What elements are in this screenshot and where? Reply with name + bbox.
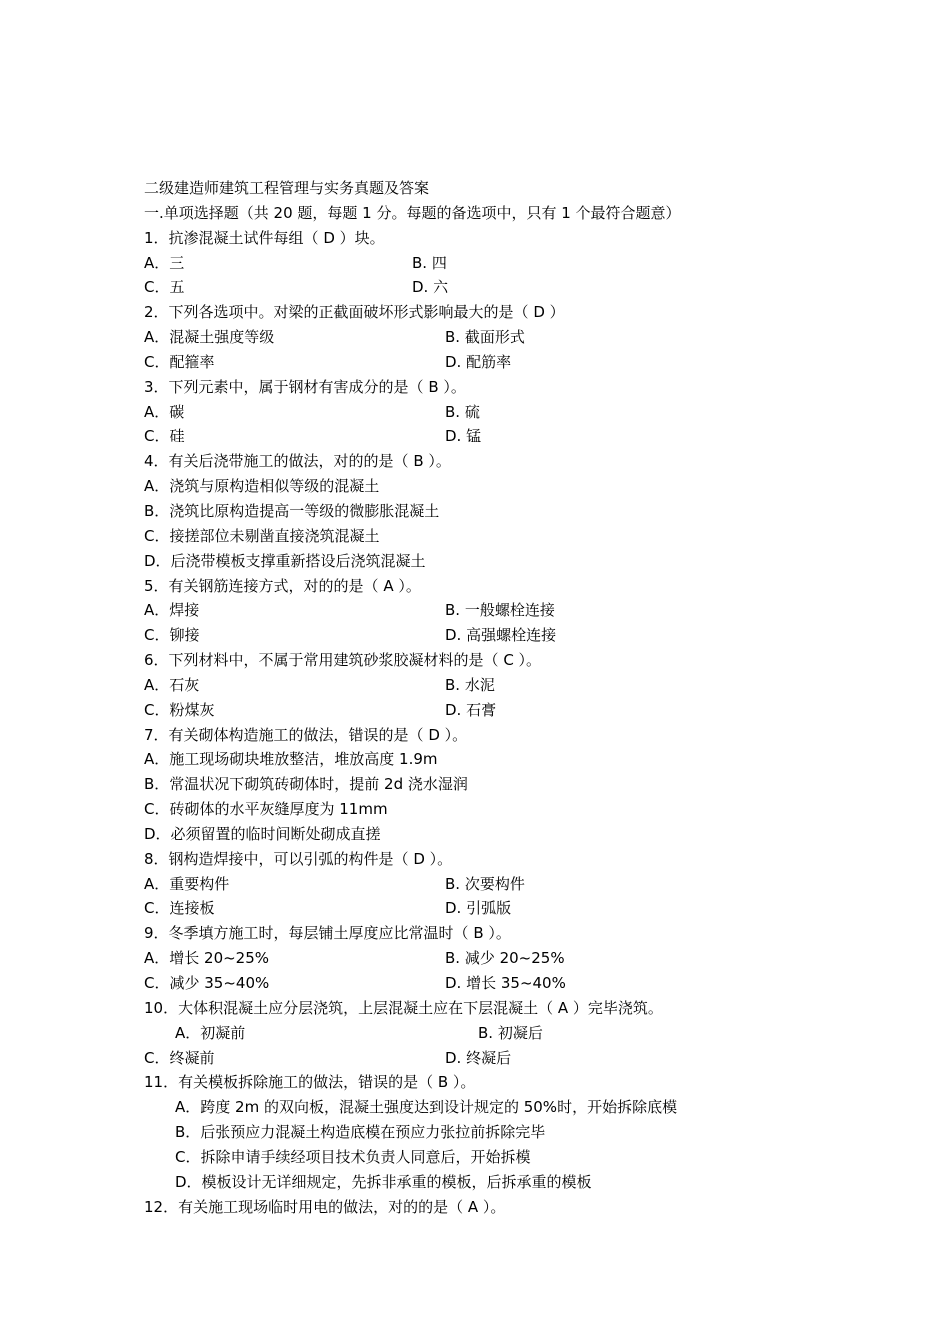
option-right: D. 高强螺栓连接 bbox=[445, 626, 557, 645]
question-line bbox=[144, 822, 784, 847]
question-line bbox=[144, 772, 784, 797]
option-row bbox=[144, 1021, 784, 1046]
option-row bbox=[144, 623, 784, 648]
question-line bbox=[144, 921, 784, 946]
option-row bbox=[144, 350, 784, 375]
option-right: B. 水泥 bbox=[445, 675, 495, 694]
option-row bbox=[144, 673, 784, 698]
question-line bbox=[144, 375, 784, 400]
line-text: A．跨度 2m 的双向板，混凝土强度达到设计规定的 50%时，开始拆除底模 bbox=[175, 1098, 678, 1117]
question-line bbox=[144, 1170, 784, 1195]
question-line bbox=[144, 499, 784, 524]
option-left: A．混凝土强度等级 bbox=[144, 328, 275, 347]
line-text: 6．下列材料中，不属于常用建筑砂浆胶凝材料的是（ C ）。 bbox=[144, 651, 542, 670]
option-row bbox=[144, 275, 784, 300]
option-right: D. 配筋率 bbox=[445, 352, 512, 371]
option-row bbox=[144, 698, 784, 723]
question-line bbox=[144, 524, 784, 549]
option-right: B. 次要构件 bbox=[445, 874, 525, 893]
line-text: B．常温状况下砌筑砖砌体时，提前 2d 浇水湿润 bbox=[144, 775, 468, 794]
question-line bbox=[144, 300, 784, 325]
question-line bbox=[144, 1145, 784, 1170]
question-line bbox=[144, 648, 784, 673]
option-row bbox=[144, 946, 784, 971]
question-line bbox=[144, 747, 784, 772]
option-right: B. 截面形式 bbox=[445, 328, 525, 347]
line-text: 4．有关后浇带施工的做法，对的的是（ B ）。 bbox=[144, 452, 451, 471]
option-right: D. 引弧版 bbox=[445, 899, 512, 918]
question-line bbox=[144, 449, 784, 474]
question-line bbox=[144, 1070, 784, 1095]
option-right: D. 增长 35~40% bbox=[445, 974, 566, 992]
option-left: C．铆接 bbox=[144, 626, 200, 645]
line-text: 2．下列各选项中。对梁的正截面破坏形式影响最大的是（ D ） bbox=[144, 303, 565, 322]
option-row bbox=[144, 400, 784, 425]
line-text: D．后浇带模板支撑重新搭设后浇筑混凝土 bbox=[144, 551, 426, 570]
option-left: C．硅 bbox=[144, 427, 185, 446]
option-row bbox=[144, 872, 784, 897]
line-text: D．必须留置的临时间断处砌成直搓 bbox=[144, 824, 381, 843]
option-row bbox=[144, 251, 784, 276]
option-right: B. 硫 bbox=[445, 402, 480, 421]
question-line bbox=[144, 847, 784, 872]
option-right: B. 初凝后 bbox=[478, 1023, 543, 1042]
question-line bbox=[144, 574, 784, 599]
line-text: A．浇筑与原构造相似等级的混凝土 bbox=[144, 477, 380, 496]
option-left: A．初凝前 bbox=[175, 1023, 246, 1042]
option-left: C．配箍率 bbox=[144, 352, 215, 371]
section-heading: 一.单项选择题（共 20 题，每题 1 分。每题的备选项中，只有 1 个最符合题意） bbox=[144, 203, 681, 222]
line-text: 10．大体积混凝土应分层浇筑，上层混凝土应在下层混凝土（ A ）完毕浇筑。 bbox=[144, 998, 663, 1017]
option-row bbox=[144, 424, 784, 449]
line-text: 3．下列元素中，属于钢材有害成分的是（ B ）。 bbox=[144, 377, 466, 396]
option-left: C．粉煤灰 bbox=[144, 700, 215, 719]
option-left: A．增长 20~25% bbox=[144, 949, 270, 968]
line-text: B．后张预应力混凝土构造底模在预应力张拉前拆除完毕 bbox=[175, 1123, 546, 1142]
line-text: 5．有关钢筋连接方式，对的的是（ A ）。 bbox=[144, 576, 421, 595]
question-line bbox=[144, 1195, 784, 1220]
option-left: C．减少 35~40% bbox=[144, 974, 270, 992]
option-row bbox=[144, 325, 784, 350]
option-left: C．五 bbox=[144, 278, 185, 297]
option-left: A．三 bbox=[144, 253, 185, 272]
question-line bbox=[144, 797, 784, 822]
option-left: A．碳 bbox=[144, 402, 185, 421]
line-text: 12．有关施工现场临时用电的做法，对的的是（ A ）。 bbox=[144, 1197, 506, 1216]
line-text: D．模板设计无详细规定，先拆非承重的模板，后拆承重的模板 bbox=[175, 1172, 592, 1191]
document-title: 二级建造师建筑工程管理与实务真题及答案 bbox=[144, 179, 430, 197]
line-text: C．拆除申请手续经项目技术负责人同意后，开始拆模 bbox=[175, 1147, 531, 1166]
option-left: A．焊接 bbox=[144, 601, 200, 620]
question-line bbox=[144, 1095, 784, 1120]
question-line bbox=[144, 549, 784, 574]
line-text: 8．钢构造焊接中，可以引弧的构件是（ D ）。 bbox=[144, 849, 453, 868]
line-text: 11．有关模板拆除施工的做法，错误的是（ B ）。 bbox=[144, 1073, 476, 1092]
option-right: D. 终凝后 bbox=[445, 1048, 512, 1067]
option-right: D. 锰 bbox=[445, 427, 482, 446]
question-line bbox=[144, 226, 784, 251]
option-right: B. 四 bbox=[412, 253, 447, 272]
option-right: B. 一般螺栓连接 bbox=[445, 601, 555, 620]
line-text: C．砖砌体的水平灰缝厚度为 11mm bbox=[144, 800, 388, 819]
question-line bbox=[144, 723, 784, 748]
line-text: 9．冬季填方施工时，每层铺土厚度应比常温时（ B ）。 bbox=[144, 924, 511, 943]
line-text: 1．抗渗混凝土试件每组（ D ）块。 bbox=[144, 228, 385, 247]
option-row bbox=[144, 1046, 784, 1071]
option-left: C．终凝前 bbox=[144, 1048, 215, 1067]
option-right: B. 减少 20~25% bbox=[445, 949, 565, 968]
question-line bbox=[144, 996, 784, 1021]
line-text: A．施工现场砌块堆放整洁，堆放高度 1.9m bbox=[144, 750, 438, 769]
option-row bbox=[144, 971, 784, 996]
option-row bbox=[144, 598, 784, 623]
line-text: C．接搓部位未剔凿直接浇筑混凝土 bbox=[144, 526, 380, 545]
option-right: D. 六 bbox=[412, 278, 449, 297]
question-line bbox=[144, 1120, 784, 1145]
document-body bbox=[144, 176, 784, 1219]
question-list bbox=[144, 226, 784, 1220]
option-left: A．重要构件 bbox=[144, 874, 230, 893]
option-left: C．连接板 bbox=[144, 899, 215, 918]
option-row bbox=[144, 896, 784, 921]
option-left: A．石灰 bbox=[144, 675, 200, 694]
line-text: B．浇筑比原构造提高一等级的微膨胀混凝土 bbox=[144, 501, 440, 520]
option-right: D. 石膏 bbox=[445, 700, 497, 719]
question-line bbox=[144, 474, 784, 499]
line-text: 7．有关砌体构造施工的做法，错误的是（ D ）。 bbox=[144, 725, 468, 744]
